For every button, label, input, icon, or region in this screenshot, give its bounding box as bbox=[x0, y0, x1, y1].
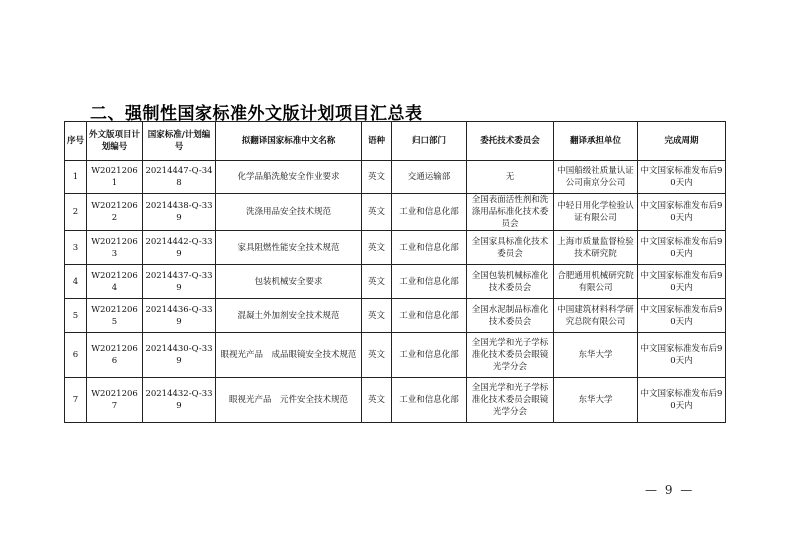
cell-period: 中文国家标准发布后90天内 bbox=[638, 265, 726, 299]
col-header-language: 语种 bbox=[362, 122, 392, 161]
cell-translator: 上海市质量监督检验技术研究院 bbox=[554, 231, 638, 265]
cell-committee: 全国家具标准化技术委员会 bbox=[467, 231, 554, 265]
cell-period: 中文国家标准发布后90天内 bbox=[638, 299, 726, 333]
cell-index: 7 bbox=[65, 378, 87, 423]
cell-committee: 全国包装机械标准化技术委员会 bbox=[467, 265, 554, 299]
cell-period: 中文国家标准发布后90天内 bbox=[638, 378, 726, 423]
cell-department: 工业和信息化部 bbox=[392, 378, 467, 423]
cell-committee: 全国表面活性剂和洗涤用品标准化技术委员会 bbox=[467, 194, 554, 231]
table-row bbox=[65, 265, 726, 299]
cell-department: 工业和信息化部 bbox=[392, 194, 467, 231]
cell-foreign-plan-no: W20212066 bbox=[87, 333, 143, 378]
cell-index: 3 bbox=[65, 231, 87, 265]
table-row bbox=[65, 194, 726, 231]
cell-standard-name: 家具阻燃性能安全技术规范 bbox=[216, 231, 362, 265]
cell-translator: 中国建筑材料科学研究总院有限公司 bbox=[554, 299, 638, 333]
cell-foreign-plan-no: W20212064 bbox=[87, 265, 143, 299]
cell-committee: 无 bbox=[467, 161, 554, 194]
cell-foreign-plan-no: W20212062 bbox=[87, 194, 143, 231]
cell-index: 4 bbox=[65, 265, 87, 299]
cell-translator: 中轻日用化学检验认证有限公司 bbox=[554, 194, 638, 231]
cell-standard-no: 20214447-Q-348 bbox=[143, 161, 216, 194]
table-row bbox=[65, 299, 726, 333]
col-header-committee: 委托技术委员会 bbox=[467, 122, 554, 161]
cell-standard-no: 20214436-Q-339 bbox=[143, 299, 216, 333]
cell-translator: 合肥通用机械研究院有限公司 bbox=[554, 265, 638, 299]
cell-language: 英文 bbox=[362, 161, 392, 194]
cell-department: 工业和信息化部 bbox=[392, 265, 467, 299]
cell-foreign-plan-no: W20212067 bbox=[87, 378, 143, 423]
cell-period: 中文国家标准发布后90天内 bbox=[638, 194, 726, 231]
cell-period: 中文国家标准发布后90天内 bbox=[638, 231, 726, 265]
cell-department: 工业和信息化部 bbox=[392, 299, 467, 333]
cell-language: 英文 bbox=[362, 378, 392, 423]
cell-foreign-plan-no: W20212065 bbox=[87, 299, 143, 333]
cell-department: 工业和信息化部 bbox=[392, 231, 467, 265]
cell-index: 6 bbox=[65, 333, 87, 378]
project-table bbox=[64, 121, 726, 423]
cell-department: 交通运输部 bbox=[392, 161, 467, 194]
cell-language: 英文 bbox=[362, 299, 392, 333]
cell-translator: 东华大学 bbox=[554, 378, 638, 423]
table-row bbox=[65, 333, 726, 378]
cell-standard-name: 混凝土外加剂安全技术规范 bbox=[216, 299, 362, 333]
cell-standard-no: 20214432-Q-339 bbox=[143, 378, 216, 423]
cell-index: 5 bbox=[65, 299, 87, 333]
cell-committee: 全国光学和光子学标准化技术委员会眼镜光学分会 bbox=[467, 333, 554, 378]
cell-standard-name: 眼视光产品 成品眼镜安全技术规范 bbox=[216, 333, 362, 378]
col-header-standard-no: 国家标准/计划编号 bbox=[143, 122, 216, 161]
cell-period: 中文国家标准发布后90天内 bbox=[638, 333, 726, 378]
col-header-department: 归口部门 bbox=[392, 122, 467, 161]
cell-standard-no: 20214438-Q-339 bbox=[143, 194, 216, 231]
cell-language: 英文 bbox=[362, 333, 392, 378]
col-header-translator: 翻译承担单位 bbox=[554, 122, 638, 161]
cell-standard-name: 洗涤用品安全技术规范 bbox=[216, 194, 362, 231]
cell-committee: 全国光学和光子学标准化技术委员会眼镜光学分会 bbox=[467, 378, 554, 423]
cell-language: 英文 bbox=[362, 265, 392, 299]
table-row bbox=[65, 231, 726, 265]
cell-language: 英文 bbox=[362, 194, 392, 231]
cell-committee: 全国水泥制品标准化技术委员会 bbox=[467, 299, 554, 333]
col-header-index: 序号 bbox=[65, 122, 87, 161]
cell-language: 英文 bbox=[362, 231, 392, 265]
cell-translator: 中国船级社质量认证公司南京分公司 bbox=[554, 161, 638, 194]
col-header-standard-name: 拟翻译国家标准中文名称 bbox=[216, 122, 362, 161]
cell-standard-name: 包装机械安全要求 bbox=[216, 265, 362, 299]
cell-foreign-plan-no: W20212061 bbox=[87, 161, 143, 194]
page-number: — 9 — bbox=[645, 483, 695, 497]
cell-index: 2 bbox=[65, 194, 87, 231]
table-row bbox=[65, 378, 726, 423]
cell-standard-no: 20214442-Q-339 bbox=[143, 231, 216, 265]
col-header-foreign-plan-no: 外文版项目计划编号 bbox=[87, 122, 143, 161]
cell-department: 工业和信息化部 bbox=[392, 333, 467, 378]
col-header-period: 完成周期 bbox=[638, 122, 726, 161]
header-row bbox=[65, 122, 726, 161]
cell-translator: 东华大学 bbox=[554, 333, 638, 378]
cell-standard-name: 眼视光产品 元件安全技术规范 bbox=[216, 378, 362, 423]
cell-index: 1 bbox=[65, 161, 87, 194]
cell-foreign-plan-no: W20212063 bbox=[87, 231, 143, 265]
table-row bbox=[65, 161, 726, 194]
cell-standard-no: 20214430-Q-339 bbox=[143, 333, 216, 378]
cell-standard-name: 化学品船洗舱安全作业要求 bbox=[216, 161, 362, 194]
page-title: 二、强制性国家标准外文版计划项目汇总表 bbox=[90, 104, 423, 124]
cell-period: 中文国家标准发布后90天内 bbox=[638, 161, 726, 194]
cell-standard-no: 20214437-Q-339 bbox=[143, 265, 216, 299]
